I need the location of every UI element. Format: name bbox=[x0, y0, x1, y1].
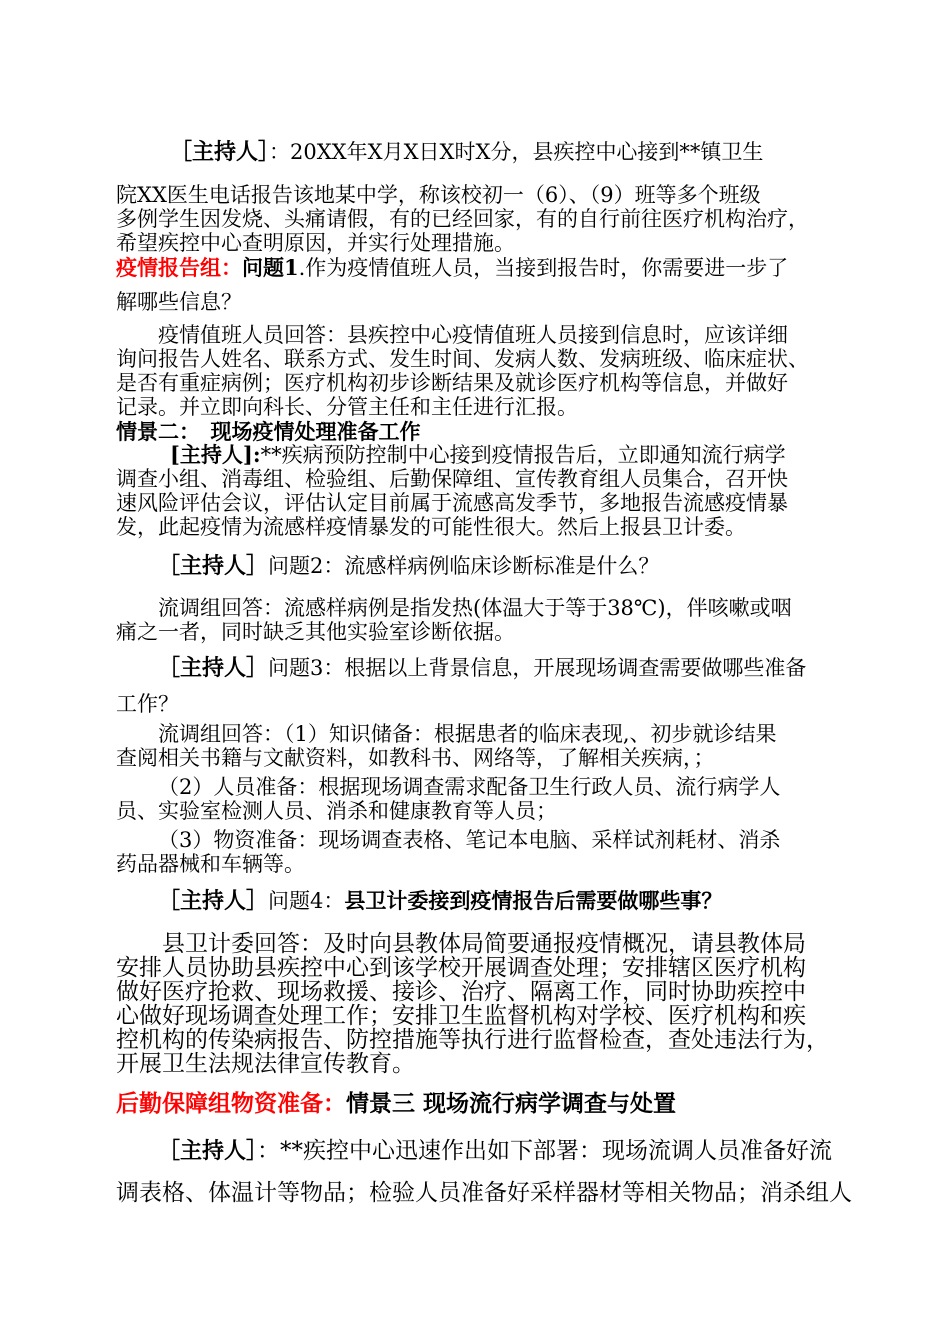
paragraph-line: 是否有重症病例；医疗机构初步诊断结果及就诊医疗机构等信息，并做好 bbox=[116, 371, 788, 395]
host-tag: ［主持人］ bbox=[170, 140, 270, 165]
paragraph-line: 开展卫生法规法律宣传教育。 bbox=[116, 1051, 415, 1077]
paragraph-line: 多例学生因发烧、头痛请假，有的已经回家，有的自行前往医疗机构治疗， bbox=[116, 207, 809, 231]
section-heading-logistics: 后勤保障组物资准备：情景三 现场流行病学调查与处置 bbox=[116, 1090, 677, 1117]
paragraph-line: 希望疾控中心查明原因，并实行处理措施。 bbox=[116, 231, 515, 255]
paragraph-line: （3）物资准备：现场调查表格、笔记本电脑、采样试剂耗材、消杀 bbox=[158, 828, 781, 852]
paragraph-line: 流调组回答：（1）知识储备：根据患者的临床表现,、初步就诊结果 bbox=[158, 722, 777, 746]
paragraph-line: 工作？ bbox=[116, 692, 179, 716]
paragraph-line: 痛之一者，同时缺乏其他实验室诊断依据。 bbox=[116, 620, 515, 644]
paragraph-line: 调查小组、消毒组、检验组、后勤保障组、宣传教育组人员集合，召开快 bbox=[116, 467, 788, 491]
paragraph-line: 查阅相关书籍与文献资料，如教科书、网络等，了解相关疾病，； bbox=[116, 746, 715, 770]
paragraph-line: ［主持人］问题4：县卫计委接到疫情报告后需要做哪些事？ bbox=[158, 888, 723, 914]
paragraph-line: 发，此起疫情为流感样疫情暴发的可能性很大。然后上报县卫计委。 bbox=[116, 515, 746, 539]
host-tag: ［主持人］ bbox=[158, 656, 269, 681]
paragraph-line: 心做好现场调查处理工作；安排卫生监督机构对学校、医疗机构和疾 bbox=[116, 1003, 806, 1029]
paragraph-line: 调表格、体温计等物品；检验人员准备好采样器材等相关物品；消杀组人 bbox=[116, 1180, 852, 1206]
paragraph-line: ［主持人］问题3：根据以上背景信息，开展现场调查需要做哪些准备 bbox=[158, 656, 807, 681]
paragraph-line: 员、实验室检测人员、消杀和健康教育等人员； bbox=[116, 799, 557, 823]
paragraph-line: 流调组回答：流感样病例是指发热(体温大于等于38℃)，伴咳嗽或咽 bbox=[158, 596, 792, 620]
host-tag: ［主持人］ bbox=[158, 1139, 258, 1164]
paragraph-line: 县卫计委回答：及时向县教体局简要通报疫情概况，请县教体局 bbox=[162, 931, 806, 957]
paragraph-line: ［主持人］：20XX年X月X日X时X分，县疾控中心接到**镇卫生 bbox=[170, 140, 764, 165]
paragraph-line: 疫情值班人员回答：县疾控中心疫情值班人员接到信息时，应该详细 bbox=[158, 323, 788, 347]
paragraph-line: 做好医疗抢救、现场救援、接诊、治疗、隔离工作，同时协助疾控中 bbox=[116, 979, 806, 1005]
paragraph-line: ［主持人］：**疾控中心迅速作出如下部署：现场流调人员准备好流 bbox=[158, 1138, 833, 1164]
paragraph-line: 安排人员协助县疾控中心到该学校开展调查处理；安排辖区医疗机构 bbox=[116, 955, 806, 981]
paragraph-line: 速风险评估会议，评估认定目前属于流感高发季节，多地报告流感疫情暴 bbox=[116, 491, 788, 515]
section-heading-scene-two: 情景二： 现场疫情处理准备工作 bbox=[116, 419, 421, 444]
paragraph-line: [主持人]:**疾病预防控制中心接到疫情报告后，立即通知流行病学 bbox=[170, 442, 786, 467]
host-tag: ［主持人］ bbox=[158, 889, 269, 914]
paragraph-line: 解哪些信息？ bbox=[116, 290, 242, 314]
host-tag: ［主持人］ bbox=[158, 554, 269, 579]
section-heading-report-group: 疫情报告组：问题1.作为疫情值班人员，当接到报告时，你需要进一步了 bbox=[116, 255, 789, 280]
paragraph-line: 药品器械和车辆等。 bbox=[116, 852, 305, 876]
paragraph-line: 控机构的传染病报告、防控措施等执行进行监督检查，查处违法行为， bbox=[116, 1027, 829, 1053]
paragraph-line: 院XX医生电话报告该地某中学，称该校初一（6）、（9）班等多个班级 bbox=[116, 183, 761, 207]
paragraph-line: 记录。并立即向科长、分管主任和主任进行汇报。 bbox=[116, 395, 578, 419]
paragraph-line: 询问报告人姓名、联系方式、发生时间、发病人数、发病班级、临床症状、 bbox=[116, 347, 809, 371]
paragraph-line: （2）人员准备：根据现场调查需求配备卫生行政人员、流行病学人 bbox=[158, 775, 781, 799]
paragraph-line: ［主持人］问题2：流感样病例临床诊断标准是什么？ bbox=[158, 554, 660, 579]
